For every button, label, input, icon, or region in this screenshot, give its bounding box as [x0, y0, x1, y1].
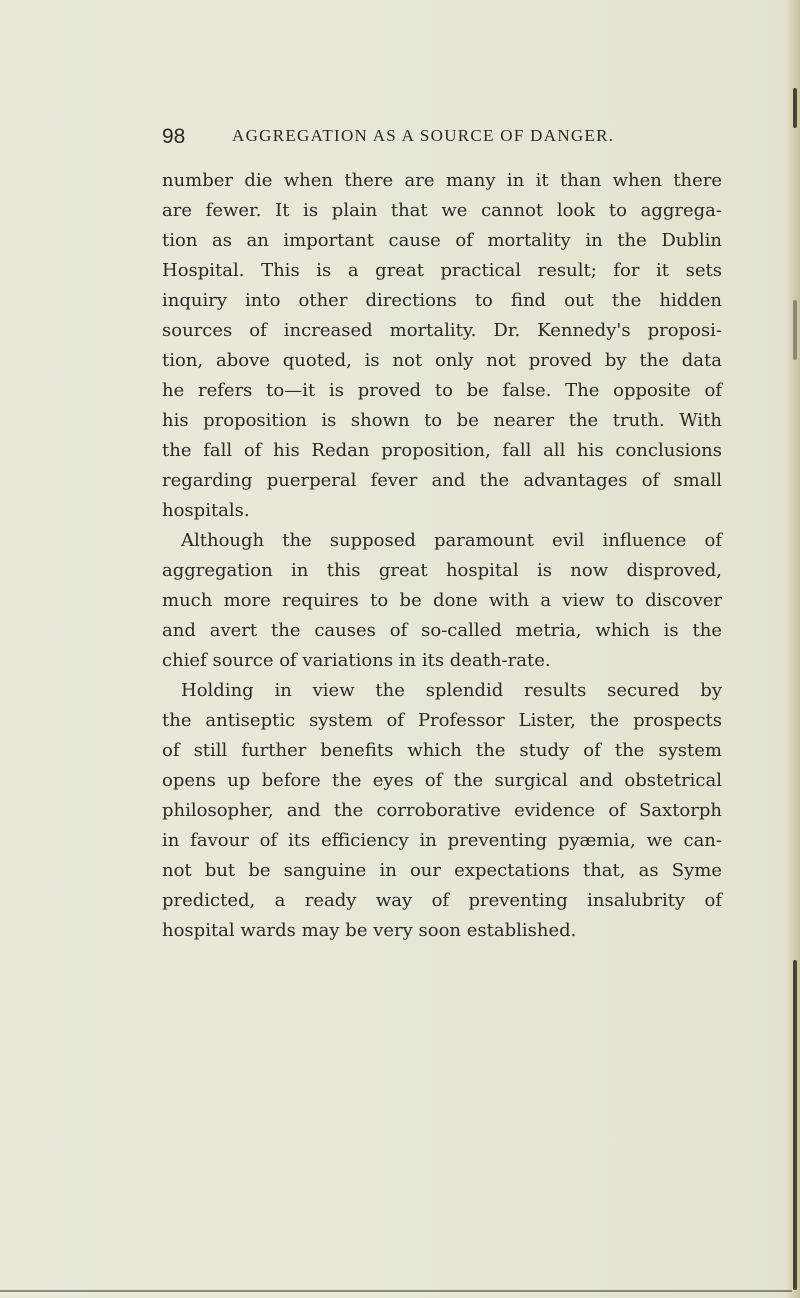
text-line: his proposition is shown to be nearer the truth. With — [162, 410, 722, 431]
text-line: Although the supposed paramount evil influence of — [181, 530, 722, 551]
text-line: in favour of its efficiency in preventing pyæmia, we can- — [162, 830, 722, 851]
text-line: sources of increased mortality. Dr. Kennedy's proposi- — [162, 320, 722, 341]
text-line: the antiseptic system of Professor Lister, the prospects — [162, 710, 722, 731]
text-line: are fewer. It is plain that we cannot look to aggrega- — [162, 200, 722, 221]
text-line: regarding puerperal fever and the advantages of small — [162, 470, 722, 491]
text-line: and avert the causes of so-called metria, which is the — [162, 620, 722, 641]
text-line: not but be sanguine in our expectations that, as Syme — [162, 860, 722, 881]
text-line: Holding in view the splendid results secured by — [181, 680, 722, 701]
text-line: tion, above quoted, is not only not proved by the data — [162, 350, 722, 371]
text-line: philosopher, and the corroborative evidence of Saxtorph — [162, 800, 722, 821]
edge-mark — [793, 960, 797, 1290]
text-line: hospital wards may be very soon established. — [162, 920, 577, 941]
text-line: opens up before the eyes of the surgical and obstetrical — [162, 770, 722, 791]
text-line: of still further benefits which the study of the system — [162, 740, 722, 761]
edge-mark — [793, 300, 797, 360]
text-line: aggregation in this great hospital is now disproved, — [162, 560, 722, 581]
text-line: the fall of his Redan proposition, fall all his conclusions — [162, 440, 722, 461]
text-line: number die when there are many in it than when there — [162, 170, 722, 191]
page-bottom-rule — [0, 1290, 792, 1292]
text-line: much more requires to be done with a view to discover — [162, 590, 722, 611]
body-text — [162, 166, 722, 946]
page-header — [162, 125, 722, 157]
text-line: predicted, a ready way of preventing insalubrity of — [162, 890, 722, 911]
text-line: chief source of variations in its death-rate. — [162, 650, 551, 671]
text-line: tion as an important cause of mortality in the Dublin — [162, 230, 722, 251]
edge-mark — [793, 88, 797, 128]
text-line: hospitals. — [162, 500, 250, 521]
page-edge — [786, 0, 800, 1298]
text-line: he refers to—it is proved to be false. The opposite of — [162, 380, 722, 401]
text-line: Hospital. This is a great practical result; for it sets — [162, 260, 722, 281]
page-number: 98 — [162, 125, 186, 148]
running-head: AGGREGATION AS A SOURCE OF DANGER. — [232, 126, 615, 145]
text-line: inquiry into other directions to find out the hidden — [162, 290, 722, 311]
